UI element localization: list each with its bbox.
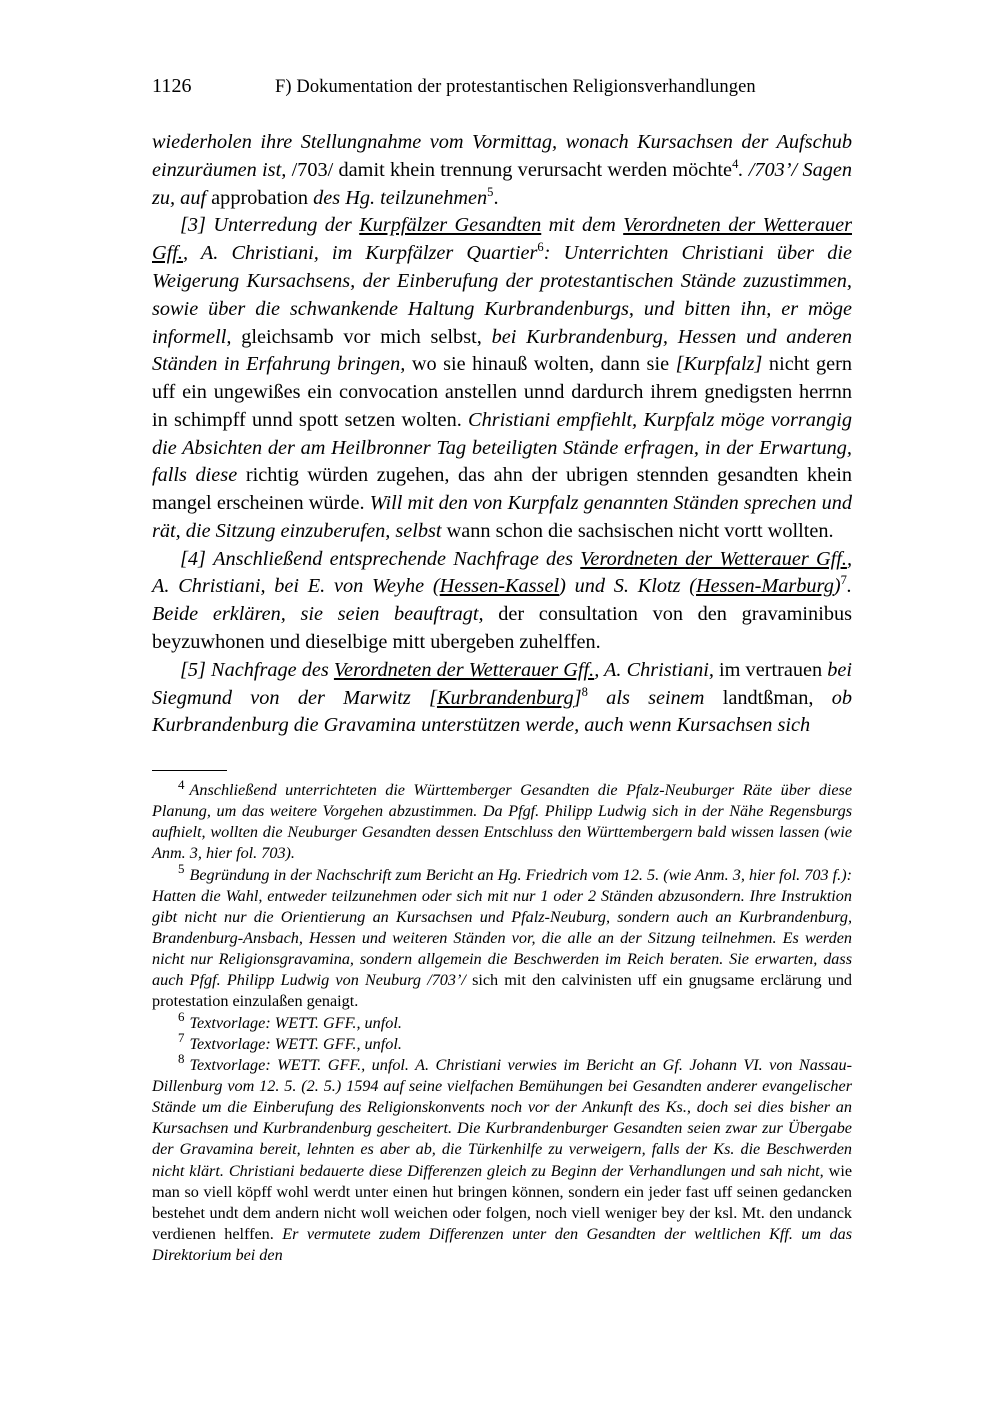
p4-entity-verordneten-wetterauer-gff: Verordneten der Wetterauer Gff. bbox=[580, 547, 847, 570]
p4-t5: ) und S. Klotz ( bbox=[559, 575, 697, 598]
pc-seg4: Sagen zu, auf bbox=[152, 158, 853, 209]
p5-t9: landtßman, bbox=[722, 686, 814, 709]
p3-t15: wann schon die sachsischen nicht vortt wollten. bbox=[446, 519, 834, 542]
footnote-marker: 8 bbox=[178, 1051, 185, 1067]
p3-t7: gleichsamb vor mich selbst, bbox=[241, 325, 482, 348]
footnote-text-italic-2: Er vermutete zudem Differenzen unter den Gesandten der weltlichen Kff. um das Direktorium bei den bbox=[152, 1224, 853, 1265]
p5-t8: als seinem bbox=[606, 686, 705, 709]
running-title: F) Dokumentation der protestantischen Religionsverhandlungen bbox=[275, 77, 756, 97]
p3-t14: Will mit den von Kurpfalz genannten Ständen sprechen und rät, die Sitzung einzuberufen, selbst bbox=[152, 492, 852, 542]
p3-t1: Unterredung der bbox=[213, 214, 352, 237]
p3-entity-kurpfaelzer-gesandten: Kurpfälzer Gesandten bbox=[359, 214, 542, 237]
p4-number: [4] bbox=[180, 547, 206, 570]
running-head bbox=[152, 74, 852, 98]
pc-seg2: /703/ damit khein trennung verursacht werden möchte bbox=[291, 158, 733, 181]
footnote-text-italic: Begründung in der Nachschrift zum Bericht an Hg. Friedrich vom 12. 5. (wie Anm. 3, hier fol. 703 f.): Hatten die Wahl, entweder teilzunehmen oder sich mit nur 1 oder 2 Ständen abzusondern. Ihre Instruktion gibt nicht nur die Orientierung an Kursachsen und Pfalz-Neuburg, sondern auch an Kurbrandenburg, Brandenburg-Ansbach, Hessen und weiteren Ständen vor, die alle an der Sitzung teilnehmen. Es werden nicht nur Religionsgravamina, sondern allgemein die Beschwerden im Reich beraten. Sie erwarten, dass auch Pfgf. Philipp Ludwig von Neuburg /703’/ bbox=[152, 865, 852, 990]
footnote-ref-5[interactable]: 5 bbox=[487, 184, 494, 199]
pc-seg6: des Hg. teilzunehmen bbox=[313, 186, 488, 209]
p3-t8: bei Kurbrandenburg, Hessen und anderen Ständen in Erfahrung bringen, bbox=[152, 325, 853, 376]
p3-entity-verordneten-wetterauer-gff: Verordneten der Wetterauer Gff. bbox=[152, 214, 852, 265]
footnote-ref-6[interactable]: 6 bbox=[537, 240, 544, 255]
footnote-7 bbox=[152, 1030, 852, 1055]
p3-t6: : Unterrichten Christiani über die Weigerung Kursachsens, der Einberufung der protestantischen Stände zuzustimmen, sowie über die schwankende Haltung Kurbrandenburgs, und bitten ihn, er möge informell, bbox=[152, 242, 852, 348]
p3-t10: [Kurpfalz] bbox=[675, 353, 763, 376]
paragraph-continuation bbox=[152, 129, 852, 212]
footnote-ref-7[interactable]: 7 bbox=[840, 573, 847, 588]
p5-t4: im vertrauen bbox=[719, 658, 823, 681]
pc-seg3: . /703’/ bbox=[738, 158, 798, 181]
p5-t10: ob Kurbrandenburg die Gravamina unterstützen werde, auch wenn Kursachsen sich bbox=[152, 686, 852, 737]
p5-t7: ] bbox=[573, 686, 582, 709]
footnote-5 bbox=[152, 861, 853, 1013]
p5-t5: bei Siegmund von der Marwitz [ bbox=[152, 658, 853, 709]
p3-t5: , A. Christiani, im Kurpfälzer Quartier bbox=[183, 242, 538, 265]
p3-t12: Christiani empfiehlt, Kurpfalz möge vorrangig die Absichten der am Heilbronner Tag beteiligten Stände erfragen, in der Erwartung, falls diese bbox=[152, 408, 852, 487]
p4-t10: der consultation von den gravaminibus beyzuwhonen und dieselbige mitt ubergeben zuhelffen. bbox=[152, 603, 853, 653]
footnote-marker: 5 bbox=[178, 861, 185, 877]
footnote-text-roman: wie man so viell köpff wohl werdt unter einen hut bringen können, sondern ein jeder fast uff seinen gedancken bestehet undt dem andern nicht woll weichen oder folgen, noch viell weniger bey der ksl. Mt. den undanck verdienen helffen. bbox=[152, 1161, 853, 1243]
footnote-marker: 6 bbox=[178, 1009, 185, 1025]
paragraph-3 bbox=[152, 212, 852, 545]
footnote-separator-rule bbox=[152, 770, 227, 771]
p3-t3: mit dem bbox=[548, 214, 616, 237]
p4-entity-hessen-kassel: Hessen-Kassel bbox=[439, 575, 560, 598]
p3-t9: wo sie hinauß wolten, dann sie bbox=[411, 353, 670, 376]
footnote-ref-8[interactable]: 8 bbox=[581, 684, 588, 699]
p4-t9: Beide erklären, sie seien beauftragt, bbox=[152, 603, 484, 626]
footnote-4 bbox=[152, 776, 852, 865]
p3-t13: richtig würden zugehen, das ahn der ubrigen stennden gesandten khein mangel erscheinen würde. bbox=[152, 464, 853, 515]
footnote-ref-4[interactable]: 4 bbox=[732, 157, 739, 172]
paragraph-5 bbox=[152, 657, 852, 740]
p5-t3: , A. Christiani, bbox=[594, 658, 714, 681]
pc-seg1: wiederholen ihre Stellungnahme vom Vormittag, wonach Kursachsen der Aufschub einzuräumen ist, bbox=[152, 131, 852, 181]
footnote-text-italic-1: Textvorlage: WETT. GFF., unfol. A. Christiani verwies im Bericht an Gf. Johann VI. von Nassau-Dillenburg vom 12. 5. (2. 5.) 1594 auf seine vielfachen Bemühungen bei Gesandten anderer evangelischer Stände um die Einberufung des Religionskonvents noch vor der Ankunft des Ks., doch sei dies bisher an Kursachsen und Kurbrandenburg gescheitert. Die Kurbrandenburger Gesandten seien zwar zur Übergabe der Gravamina bereit, lehnten es aber ab, die Türkenhilfe zu verweigern, falls der Ks. die Beschwerden nicht klärt. Christiani bedauerte diese Differenzen gleich zu Beginn der Verhandlungen und sah nicht, bbox=[152, 1055, 852, 1180]
footnote-text-roman: sich mit den calvinisten uff ein gnugsame erclärung und protestation einzulaßen genaigt. bbox=[152, 971, 853, 1011]
p4-t8: . bbox=[846, 575, 852, 598]
paragraph-4 bbox=[152, 546, 852, 657]
p5-entity-verordneten-wetterauer-gff: Verordneten der Wetterauer Gff. bbox=[333, 658, 595, 681]
footnote-marker: 4 bbox=[178, 776, 185, 792]
footnote-text: Anschließend unterrichteten die Württemberger Gesandten die Pfalz-Neuburger Räte über diese Planung, um das weitere Vorgehen abzustimmen. Da Pfgf. Philipp Ludwig sich in der Nähe Regensburgs aufhielt, wollten die Neuburger Gesandten dessen Entschluss den Württembergern bald wissen lassen (wie Anm. 3, hier fol. 703). bbox=[152, 781, 852, 863]
pc-seg5: approbation bbox=[211, 186, 309, 209]
p3-t11: nicht gern uff ein ungewißes ein convocation anstellen unnd dardurch ihrem gnedigsten herrnn in schimpff unnd spott setzen wolten. bbox=[152, 353, 853, 431]
body-text bbox=[152, 129, 852, 740]
p5-entity-kurbrandenburg: Kurbrandenburg bbox=[436, 686, 574, 709]
footnote-6 bbox=[152, 1009, 852, 1034]
page-content bbox=[152, 74, 852, 1266]
p4-entity-hessen-marburg: Hessen-Marburg bbox=[696, 575, 834, 598]
footnote-text: Textvorlage: WETT. GFF., unfol. bbox=[189, 1034, 402, 1053]
p5-t1: Nachfrage des bbox=[211, 658, 329, 681]
p4-t3: , A. Christiani, bei E. von Weyhe ( bbox=[152, 547, 853, 598]
footnote-8 bbox=[152, 1051, 853, 1266]
p4-t1: Anschließend entsprechende Nachfrage des bbox=[213, 547, 574, 570]
footnote-list bbox=[152, 776, 853, 1266]
footnote-text: Textvorlage: WETT. GFF., unfol. bbox=[189, 1013, 402, 1032]
p5-number: [5] bbox=[180, 658, 206, 681]
pc-seg7: . bbox=[493, 186, 499, 209]
page-number: 1126 bbox=[152, 75, 192, 97]
footnote-marker: 7 bbox=[178, 1030, 185, 1046]
p3-number: [3] bbox=[180, 214, 206, 237]
p4-t7: ) bbox=[833, 575, 841, 598]
